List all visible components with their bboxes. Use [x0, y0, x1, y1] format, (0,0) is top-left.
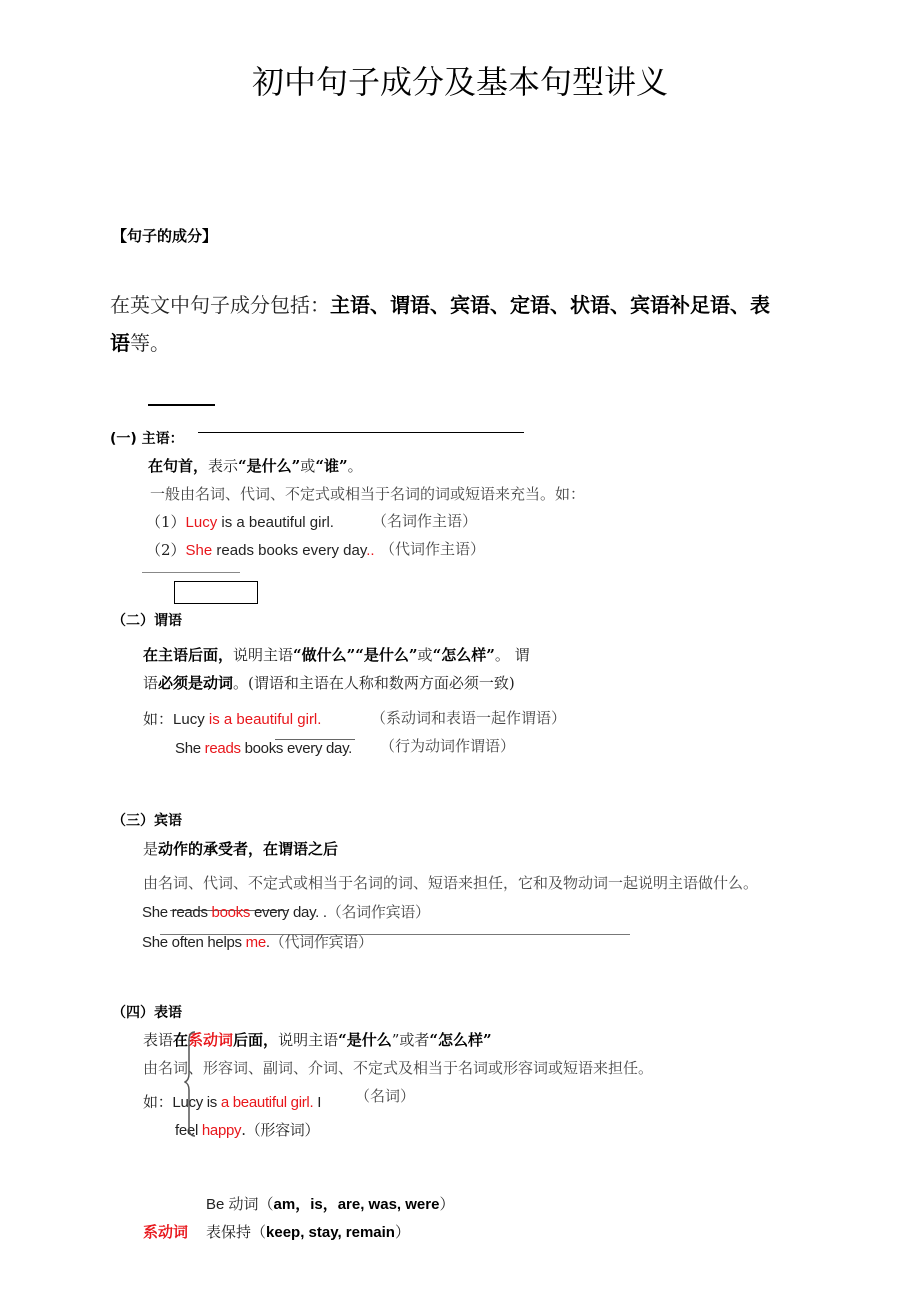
text: a beautiful girl.	[220, 1094, 314, 1111]
linking-verb-label: 系动词	[143, 1223, 189, 1241]
text: “是什么	[338, 1031, 392, 1049]
subject-note-2: （代词作主语）	[380, 540, 486, 558]
subject-note-1: （名词作主语）	[372, 512, 478, 530]
text: （1）	[146, 513, 186, 531]
text: 或	[300, 457, 316, 475]
text: Lucy is	[172, 1094, 221, 1111]
text: （2）	[146, 541, 186, 559]
divider	[198, 432, 524, 433]
intro-line1	[110, 290, 770, 320]
text: She reads	[142, 904, 212, 921]
text: 表示	[208, 457, 239, 475]
text: She	[185, 542, 213, 559]
text: 在	[173, 1031, 189, 1049]
intro-components: 主语、谓语、宾语、定语、状语、宾语补足语、表	[330, 293, 770, 317]
predicative-desc: 由名词、形容词、副词、介词、不定式及相当于名词或形容词或短语来担任。	[143, 1059, 654, 1077]
predicative-heading: （四）表语	[112, 1005, 182, 1021]
text: 动作的承受者，在谓语之后	[158, 840, 339, 858]
text: “怎么样”	[432, 646, 495, 664]
text: 系动词	[188, 1031, 234, 1049]
predicate-def	[143, 645, 530, 665]
text: ）	[439, 1195, 455, 1213]
object-example-2	[142, 932, 373, 953]
object-example-1	[142, 902, 430, 923]
text: 。	[347, 457, 363, 475]
text: Be 动词（	[206, 1196, 274, 1213]
text: feel	[175, 1122, 202, 1139]
object-note-1: （名词作宾语）	[326, 903, 430, 921]
section-heading: 【句子的成分】	[112, 227, 218, 245]
text: “怎么样”	[429, 1031, 492, 1049]
text: ..	[366, 542, 375, 559]
text: 在主语后面，	[143, 646, 234, 664]
keep-verbs	[206, 1222, 410, 1243]
subject-example-1	[146, 512, 334, 533]
text: I	[313, 1094, 322, 1111]
text: .	[265, 934, 270, 951]
divider	[142, 572, 240, 573]
text: “做什么”“是什么”	[293, 646, 418, 664]
intro-components-end: 语	[110, 331, 130, 355]
object-heading: （三）宾语	[112, 813, 182, 829]
predicate-example-1	[143, 709, 321, 730]
predicate-example-2	[175, 738, 352, 759]
text: Lucy	[173, 711, 209, 728]
object-desc: 由名词、代词、不定式或相当于名词的词、短语来担任，它和及物动词一起说明主语做什么。	[143, 874, 759, 892]
text: every day. .	[250, 904, 327, 921]
text: 说明主语	[278, 1031, 339, 1049]
intro-line2	[110, 328, 170, 358]
text: books every day.	[240, 740, 353, 757]
subject-example-2	[146, 540, 375, 561]
text: 说明主语	[233, 646, 294, 664]
text: happy	[201, 1122, 242, 1139]
text: 是	[143, 840, 159, 858]
subject-heading: (一) 主语：	[110, 431, 184, 447]
intro-text-end: 等。	[130, 331, 170, 355]
text: 如：	[143, 710, 174, 728]
predicate-note-1: （系动词和表语一起作谓语）	[371, 709, 567, 727]
predicate-note-2: （行为动词作谓语）	[380, 737, 516, 755]
be-verbs	[206, 1194, 454, 1215]
text: 必须是动词	[158, 674, 234, 692]
text: 或	[417, 646, 433, 664]
text: is a beautiful girl.	[217, 514, 334, 531]
text: 如：	[143, 1093, 173, 1111]
text: is a beautiful girl.	[208, 711, 322, 728]
text: 表保持（	[206, 1223, 267, 1241]
text: keep, stay, remain	[266, 1224, 395, 1241]
text: reads	[204, 740, 241, 757]
divider	[148, 404, 215, 406]
text: She often helps	[142, 934, 246, 951]
text: ”或者	[391, 1031, 430, 1049]
object-def	[143, 839, 338, 859]
text: “谁”	[315, 457, 348, 475]
empty-box	[174, 581, 258, 604]
predicate-heading: （二）谓语	[112, 613, 182, 629]
predicative-example-1	[143, 1092, 321, 1113]
text: “是什么”	[238, 457, 301, 475]
document-title: 初中句子成分及基本句型讲义	[251, 63, 668, 101]
text: 。 谓	[494, 646, 530, 664]
intro-text: 在英文中句子成分包括：	[110, 293, 330, 317]
subject-desc: 一般由名词、代词、不定式或相当于名词的词或短语来充当。如：	[150, 485, 586, 503]
text: She	[175, 740, 205, 757]
text: 后面，	[233, 1031, 279, 1049]
text: am，is，are, was, were	[273, 1196, 440, 1213]
object-note-2: （代词作宾语）	[269, 933, 373, 951]
text: me	[245, 934, 266, 951]
text: ）	[394, 1223, 410, 1241]
text: 表语	[143, 1031, 174, 1049]
predicate-rule	[143, 673, 515, 693]
text: Lucy	[185, 514, 218, 531]
text: reads books every day	[212, 542, 367, 559]
text: 语	[143, 674, 159, 692]
text: books	[211, 904, 251, 921]
text: 在句首，	[148, 457, 209, 475]
text: 。(谓语和主语在人称和数两方面必须一致)	[233, 674, 515, 692]
predicative-note-1: （名词）	[355, 1087, 416, 1105]
text: .（形容词）	[241, 1121, 320, 1139]
brace-icon	[184, 1030, 198, 1138]
subject-def	[148, 456, 363, 476]
